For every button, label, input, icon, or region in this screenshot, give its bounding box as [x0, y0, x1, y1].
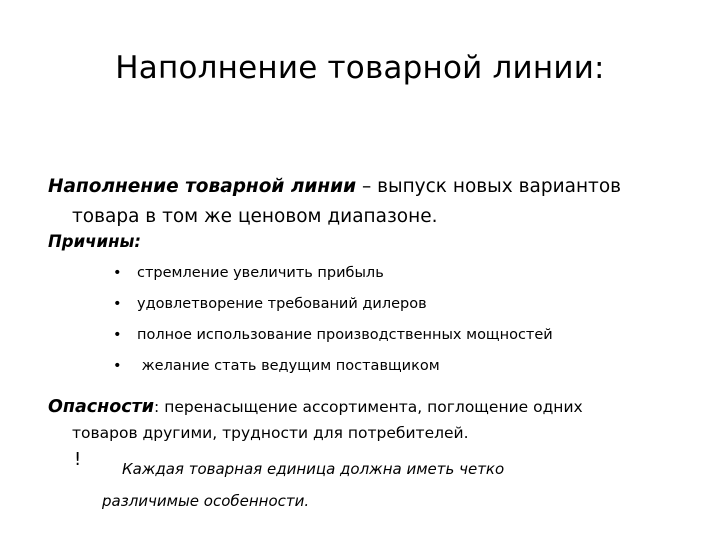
- reason-text: стремление увеличить прибыль: [137, 265, 384, 281]
- dangers-label: Опасности: [48, 397, 155, 417]
- reasons-list: [113, 262, 553, 386]
- definition-paragraph: [48, 172, 688, 232]
- list-item: [113, 324, 553, 355]
- exclamation-icon: !: [74, 449, 82, 470]
- list-item: [113, 293, 553, 324]
- reason-text: желание стать ведущим поставщиком: [137, 358, 440, 374]
- note-paragraph: [102, 453, 682, 517]
- dangers-paragraph: [48, 394, 688, 446]
- list-item: [113, 262, 553, 293]
- note-text: Каждая товарная единица должна иметь четко: [122, 460, 505, 478]
- dangers-text: : перенасыщение ассортимента, поглощение одних: [154, 398, 583, 416]
- bullet-icon: •: [113, 265, 122, 281]
- reason-text: удовлетворение требований дилеров: [137, 296, 427, 312]
- reason-text: полное использование производственных мощностей: [137, 327, 553, 343]
- reasons-heading: Причины:: [48, 232, 141, 251]
- list-item: [113, 355, 553, 386]
- definition-text: – выпуск новых вариантов: [356, 176, 622, 197]
- bullet-icon: •: [113, 296, 122, 312]
- bullet-icon: •: [113, 358, 122, 374]
- slide-title: Наполнение товарной линии:: [115, 50, 605, 86]
- definition-term: Наполнение товарной линии: [48, 176, 357, 197]
- dangers-text-line2: товаров другими, трудности для потребителей.: [72, 424, 469, 442]
- bullet-icon: •: [113, 327, 122, 343]
- note-text-line2: различимые особенности.: [102, 492, 310, 510]
- definition-text-line2: товара в том же ценовом диапазоне.: [72, 206, 438, 227]
